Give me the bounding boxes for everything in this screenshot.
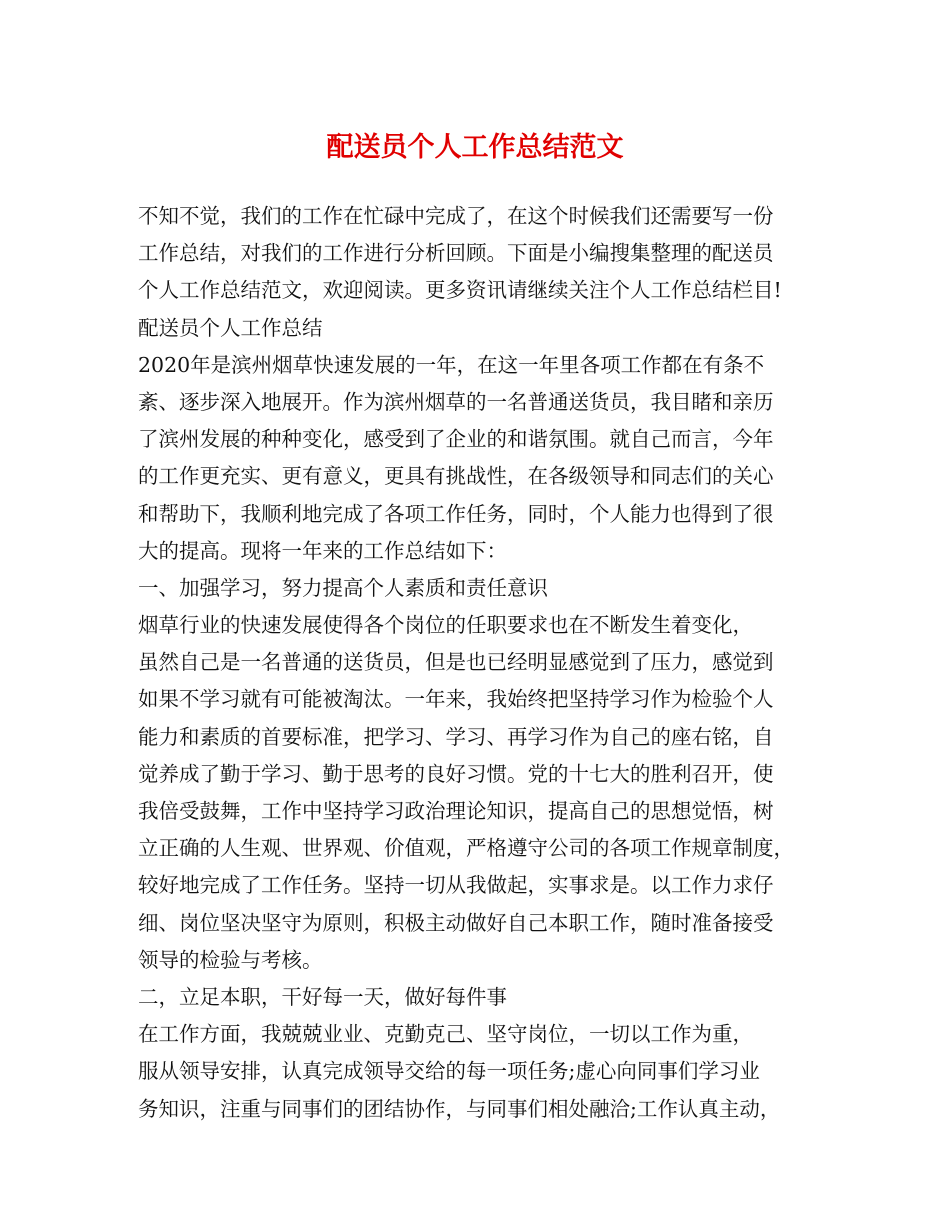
text-line: 较好地完成了工作任务。坚持一切从我做起，实事求是。以工作力求仔 xyxy=(138,873,774,898)
text-line: 如果不学习就有可能被淘汰。一年来，我始终把坚持学习作为检验个人 xyxy=(138,687,774,712)
text-line: 2020年是滨州烟草快速发展的一年，在这一年里各项工作都在有条不 xyxy=(138,352,765,377)
text-line: 服从领导安排，认真完成领导交给的每一项任务;虚心向同事们学习业 xyxy=(138,1059,760,1084)
text-line: 了滨州发展的种种变化，感受到了企业的和谐氛围。就自己而言，今年 xyxy=(138,427,774,452)
text-line: 和帮助下，我顺利地完成了各项工作任务，同时，个人能力也得到了很 xyxy=(138,501,774,526)
text-line: 能力和素质的首要标准，把学习、学习、再学习作为自己的座右铭，自 xyxy=(138,724,774,749)
text-line: 觉养成了勤于学习、勤于思考的良好习惯。党的十七大的胜利召开，使 xyxy=(138,761,774,786)
text-line: 细、岗位坚决坚守为原则，积极主动做好自己本职工作，随时准备接受 xyxy=(138,910,774,935)
text-line: 个人工作总结范文，欢迎阅读。更多资讯请继续关注个人工作总结栏目! xyxy=(138,278,782,303)
text-line: 虽然自己是一名普通的送货员，但是也已经明显感觉到了压力，感觉到 xyxy=(138,650,774,675)
section-heading: 二，立足本职，干好每一天，做好每件事 xyxy=(138,984,507,1009)
text-line: 的工作更充实、更有意义，更具有挑战性，在各级领导和同志们的关心 xyxy=(138,464,774,489)
text-line: 紊、逐步深入地展开。作为滨州烟草的一名普通送货员，我目睹和亲历 xyxy=(138,389,774,414)
text-line: 立正确的人生观、世界观、价值观，严格遵守公司的各项工作规章制度， xyxy=(138,836,794,861)
text-line: 务知识，注重与同事们的团结协作，与同事们相处融洽;工作认真主动， xyxy=(138,1096,781,1121)
section-heading: 一、加强学习，努力提高个人素质和责任意识 xyxy=(138,575,548,600)
section-heading: 配送员个人工作总结 xyxy=(138,315,323,340)
text-line: 大的提高。现将一年来的工作总结如下： xyxy=(138,538,507,563)
document-body xyxy=(138,198,818,1128)
text-line: 我倍受鼓舞，工作中坚持学习政治理论知识，提高自己的思想觉悟，树 xyxy=(138,799,774,823)
text-line: 烟草行业的快速发展使得各个岗位的任职要求也在不断发生着变化， xyxy=(138,613,753,638)
text-line: 不知不觉，我们的工作在忙碌中完成了，在这个时候我们还需要写一份 xyxy=(138,204,774,228)
text-line: 领导的检验与考核。 xyxy=(138,947,323,972)
document-title: 配送员个人工作总结范文 xyxy=(326,132,624,163)
text-line: 工作总结，对我们的工作进行分析回顾。下面是小编搜集整理的配送员 xyxy=(138,241,774,266)
text-line: 在工作方面，我兢兢业业、克勤克己、坚守岗位，一切以工作为重， xyxy=(138,1022,753,1047)
